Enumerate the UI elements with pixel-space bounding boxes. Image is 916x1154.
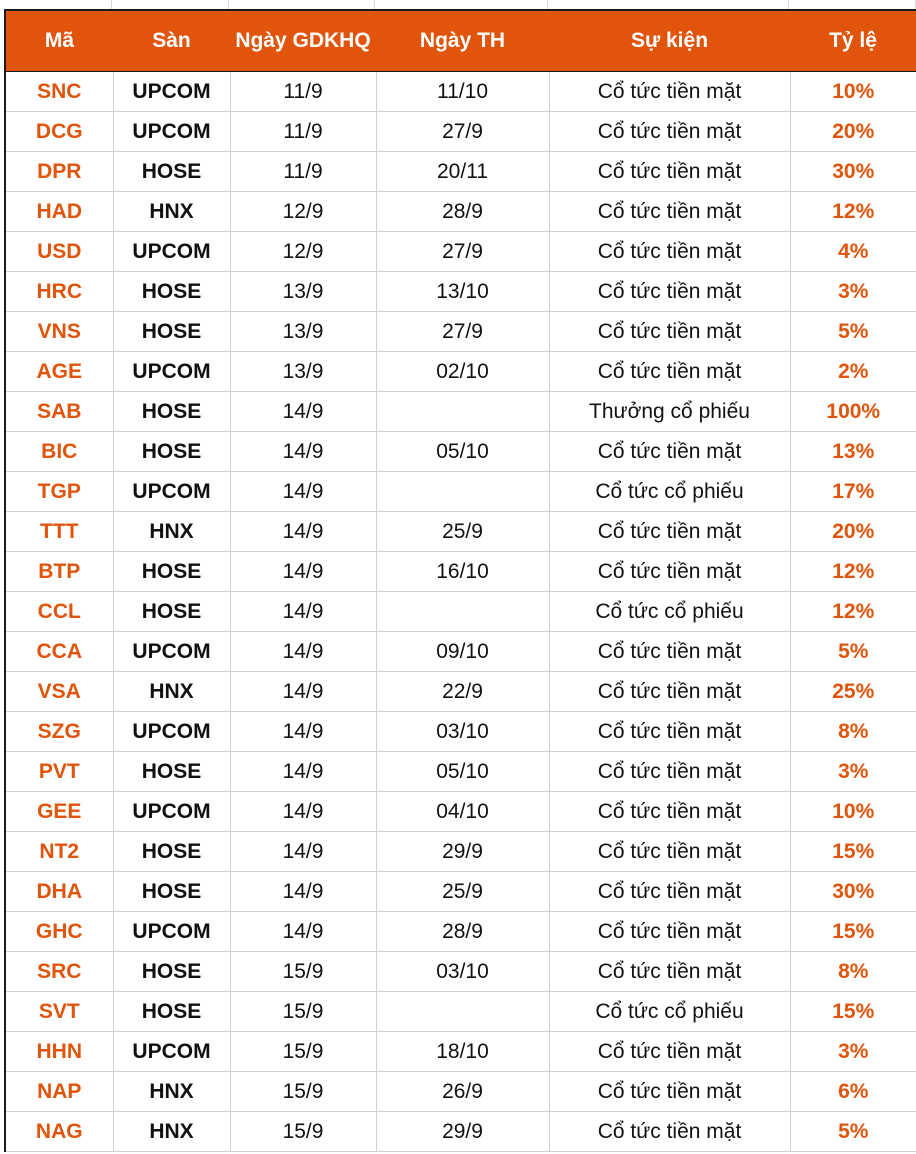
cell-exchange[interactable]: HOSE [113,832,230,872]
cell-execution-date[interactable]: 29/9 [376,832,549,872]
cell-exchange[interactable]: UPCOM [113,72,230,112]
cell-exchange[interactable]: UPCOM [113,112,230,152]
cell-ex-date[interactable]: 14/9 [230,832,376,872]
cell-code[interactable]: SVT [5,992,113,1032]
cell-ex-date[interactable]: 11/9 [230,112,376,152]
table-row [5,472,916,512]
table-row [5,872,916,912]
table-row [5,752,916,792]
cell-execution-date[interactable]: 05/10 [376,752,549,792]
cell-event[interactable]: Cổ tức tiền mặt [549,832,790,872]
cell-code[interactable]: HAD [5,192,113,232]
cell-exchange[interactable]: HOSE [113,152,230,192]
cell-execution-date[interactable]: 25/9 [376,512,549,552]
cell-code[interactable]: CCL [5,592,113,632]
cell-code[interactable]: TGP [5,472,113,512]
cell-execution-date[interactable]: 22/9 [376,672,549,712]
table-row [5,432,916,472]
cell-ex-date[interactable]: 14/9 [230,552,376,592]
cell-event[interactable]: Cổ tức cổ phiếu [549,992,790,1032]
cell-exchange[interactable]: HOSE [113,272,230,312]
header-cell-event[interactable]: Sự kiện [549,10,790,72]
table-row [5,832,916,872]
cell-event[interactable]: Cổ tức tiền mặt [549,232,790,272]
cell-ratio[interactable]: 2% [790,352,916,392]
table-header [5,10,916,72]
cell-execution-date[interactable] [376,592,549,632]
header-cell-exchange[interactable]: Sàn [113,10,230,72]
cell-event[interactable]: Cổ tức tiền mặt [549,712,790,752]
cell-code[interactable]: SRC [5,952,113,992]
cell-event[interactable]: Cổ tức tiền mặt [549,192,790,232]
cell-code[interactable]: NAG [5,1112,113,1152]
cell-execution-date[interactable] [376,992,549,1032]
cell-exchange[interactable]: HNX [113,1112,230,1152]
table-row [5,992,916,1032]
cell-exchange[interactable]: HOSE [113,432,230,472]
cell-ex-date[interactable]: 12/9 [230,192,376,232]
cell-ex-date[interactable]: 14/9 [230,432,376,472]
table-row [5,712,916,752]
cell-ratio[interactable]: 12% [790,592,916,632]
cell-execution-date[interactable]: 27/9 [376,312,549,352]
cell-ex-date[interactable]: 14/9 [230,752,376,792]
cell-execution-date[interactable] [376,472,549,512]
table-row [5,232,916,272]
cell-code[interactable]: BIC [5,432,113,472]
cell-exchange[interactable]: UPCOM [113,632,230,672]
cell-exchange[interactable]: HOSE [113,552,230,592]
cell-code[interactable]: GEE [5,792,113,832]
table-row [5,72,916,112]
cell-execution-date[interactable]: 28/9 [376,192,549,232]
cell-code[interactable]: TTT [5,512,113,552]
cell-ratio[interactable]: 13% [790,432,916,472]
table-row [5,192,916,232]
table-row [5,392,916,432]
cell-execution-date[interactable] [376,392,549,432]
cell-event[interactable]: Cổ tức tiền mặt [549,352,790,392]
cell-ratio[interactable]: 15% [790,992,916,1032]
cell-ex-date[interactable]: 15/9 [230,952,376,992]
cell-event[interactable]: Cổ tức tiền mặt [549,912,790,952]
cell-ex-date[interactable]: 11/9 [230,72,376,112]
cell-event[interactable]: Cổ tức tiền mặt [549,272,790,312]
cell-exchange[interactable]: UPCOM [113,232,230,272]
cell-exchange[interactable]: HOSE [113,752,230,792]
header-cell-execution-date[interactable]: Ngày TH [376,10,549,72]
cell-ratio[interactable]: 12% [790,552,916,592]
table-row [5,312,916,352]
cell-ex-date[interactable]: 13/9 [230,272,376,312]
cell-event[interactable]: Cổ tức tiền mặt [549,1032,790,1072]
cell-execution-date[interactable]: 26/9 [376,1072,549,1112]
cell-ex-date[interactable]: 15/9 [230,1072,376,1112]
header-cell-ratio[interactable]: Tỷ lệ [790,10,916,72]
cell-code[interactable]: CCA [5,632,113,672]
header-row [5,10,916,72]
cell-code[interactable]: PVT [5,752,113,792]
cell-ex-date[interactable]: 12/9 [230,232,376,272]
cell-execution-date[interactable]: 18/10 [376,1032,549,1072]
cell-event[interactable]: Cổ tức tiền mặt [549,752,790,792]
cell-event[interactable]: Cổ tức tiền mặt [549,1112,790,1152]
cell-event[interactable]: Cổ tức tiền mặt [549,432,790,472]
cell-code[interactable]: VSA [5,672,113,712]
cell-ex-date[interactable]: 13/9 [230,312,376,352]
cell-ratio[interactable]: 5% [790,632,916,672]
cell-execution-date[interactable]: 29/9 [376,1112,549,1152]
table-row [5,1072,916,1112]
cell-ex-date[interactable]: 15/9 [230,1032,376,1072]
cell-code[interactable]: DCG [5,112,113,152]
spreadsheet-grid-strip [0,0,916,9]
cell-exchange[interactable]: UPCOM [113,712,230,752]
cell-ex-date[interactable]: 13/9 [230,352,376,392]
table-row [5,152,916,192]
cell-execution-date[interactable]: 13/10 [376,272,549,312]
cell-exchange[interactable]: HNX [113,512,230,552]
cell-code[interactable]: BTP [5,552,113,592]
cell-ratio[interactable]: 8% [790,952,916,992]
cell-ratio[interactable]: 10% [790,792,916,832]
table-row [5,792,916,832]
cell-code[interactable]: DHA [5,872,113,912]
cell-code[interactable]: DPR [5,152,113,192]
cell-ratio[interactable]: 12% [790,192,916,232]
cell-ratio[interactable]: 6% [790,1072,916,1112]
cell-event[interactable]: Cổ tức tiền mặt [549,672,790,712]
cell-ratio[interactable]: 3% [790,272,916,312]
cell-ratio[interactable]: 5% [790,312,916,352]
cell-ex-date[interactable]: 14/9 [230,472,376,512]
cell-exchange[interactable]: HOSE [113,952,230,992]
cell-ex-date[interactable]: 14/9 [230,672,376,712]
cell-ratio[interactable]: 30% [790,872,916,912]
cell-code[interactable]: SNC [5,72,113,112]
cell-ratio[interactable]: 3% [790,1032,916,1072]
cell-exchange[interactable]: UPCOM [113,352,230,392]
cell-execution-date[interactable]: 05/10 [376,432,549,472]
cell-ratio[interactable]: 15% [790,832,916,872]
cell-ex-date[interactable]: 14/9 [230,632,376,672]
cell-exchange[interactable]: UPCOM [113,472,230,512]
cell-execution-date[interactable]: 16/10 [376,552,549,592]
cell-ratio[interactable]: 25% [790,672,916,712]
cell-ratio[interactable]: 30% [790,152,916,192]
cell-exchange[interactable]: HNX [113,672,230,712]
table-body [5,72,916,1152]
table-row [5,952,916,992]
table-row [5,632,916,672]
cell-event[interactable]: Cổ tức tiền mặt [549,552,790,592]
cell-code[interactable]: USD [5,232,113,272]
cell-execution-date[interactable]: 09/10 [376,632,549,672]
cell-event[interactable]: Cổ tức tiền mặt [549,872,790,912]
dividend-schedule-table [4,9,916,1152]
cell-exchange[interactable]: UPCOM [113,792,230,832]
cell-code[interactable]: SAB [5,392,113,432]
cell-execution-date[interactable]: 04/10 [376,792,549,832]
table-row [5,272,916,312]
cell-exchange[interactable]: UPCOM [113,1032,230,1072]
cell-ratio[interactable]: 10% [790,72,916,112]
cell-ex-date[interactable]: 14/9 [230,592,376,632]
cell-execution-date[interactable]: 20/11 [376,152,549,192]
cell-code[interactable]: AGE [5,352,113,392]
table-row [5,912,916,952]
cell-exchange[interactable]: HOSE [113,312,230,352]
cell-execution-date[interactable]: 03/10 [376,712,549,752]
cell-event[interactable]: Cổ tức tiền mặt [549,72,790,112]
header-cell-code[interactable]: Mã [5,10,113,72]
cell-event[interactable]: Cổ tức tiền mặt [549,632,790,672]
cell-ratio[interactable]: 4% [790,232,916,272]
cell-event[interactable]: Cổ tức cổ phiếu [549,592,790,632]
table-row [5,552,916,592]
table-row [5,112,916,152]
table-row [5,512,916,552]
cell-ex-date[interactable]: 14/9 [230,392,376,432]
cell-ex-date[interactable]: 15/9 [230,992,376,1032]
cell-execution-date[interactable]: 28/9 [376,912,549,952]
cell-ratio[interactable]: 3% [790,752,916,792]
table-row [5,1112,916,1152]
cell-execution-date[interactable]: 25/9 [376,872,549,912]
cell-exchange[interactable]: HOSE [113,592,230,632]
table-row [5,1032,916,1072]
cell-execution-date[interactable]: 03/10 [376,952,549,992]
cell-exchange[interactable]: HOSE [113,872,230,912]
cell-ratio[interactable]: 8% [790,712,916,752]
cell-ex-date[interactable]: 14/9 [230,912,376,952]
cell-exchange[interactable]: HOSE [113,392,230,432]
cell-exchange[interactable]: HNX [113,192,230,232]
cell-code[interactable]: NAP [5,1072,113,1112]
cell-ratio[interactable]: 17% [790,472,916,512]
cell-ratio[interactable]: 15% [790,912,916,952]
cell-exchange[interactable]: HNX [113,1072,230,1112]
cell-code[interactable]: GHC [5,912,113,952]
cell-event[interactable]: Cổ tức tiền mặt [549,952,790,992]
table-row [5,352,916,392]
cell-event[interactable]: Cổ tức cổ phiếu [549,472,790,512]
cell-execution-date[interactable]: 27/9 [376,112,549,152]
cell-ratio[interactable]: 100% [790,392,916,432]
cell-event[interactable]: Cổ tức tiền mặt [549,152,790,192]
cell-event[interactable]: Cổ tức tiền mặt [549,312,790,352]
cell-ex-date[interactable]: 14/9 [230,872,376,912]
cell-ratio[interactable]: 5% [790,1112,916,1152]
cell-code[interactable]: HHN [5,1032,113,1072]
table-row [5,672,916,712]
cell-event[interactable]: Cổ tức tiền mặt [549,792,790,832]
cell-ex-date[interactable]: 14/9 [230,792,376,832]
cell-exchange[interactable]: HOSE [113,992,230,1032]
table-row [5,592,916,632]
cell-code[interactable]: SZG [5,712,113,752]
cell-code[interactable]: HRC [5,272,113,312]
cell-exchange[interactable]: UPCOM [113,912,230,952]
cell-event[interactable]: Cổ tức tiền mặt [549,1072,790,1112]
cell-ex-date[interactable]: 15/9 [230,1112,376,1152]
cell-ex-date[interactable]: 14/9 [230,512,376,552]
cell-event[interactable]: Cổ tức tiền mặt [549,512,790,552]
cell-execution-date[interactable]: 11/10 [376,72,549,112]
cell-event[interactable]: Thưởng cổ phiếu [549,392,790,432]
cell-code[interactable]: VNS [5,312,113,352]
cell-execution-date[interactable]: 02/10 [376,352,549,392]
cell-event[interactable]: Cổ tức tiền mặt [549,112,790,152]
header-cell-ex-date[interactable]: Ngày GDKHQ [230,10,376,72]
cell-ratio[interactable]: 20% [790,112,916,152]
cell-ratio[interactable]: 20% [790,512,916,552]
cell-execution-date[interactable]: 27/9 [376,232,549,272]
cell-ex-date[interactable]: 14/9 [230,712,376,752]
cell-ex-date[interactable]: 11/9 [230,152,376,192]
cell-code[interactable]: NT2 [5,832,113,872]
